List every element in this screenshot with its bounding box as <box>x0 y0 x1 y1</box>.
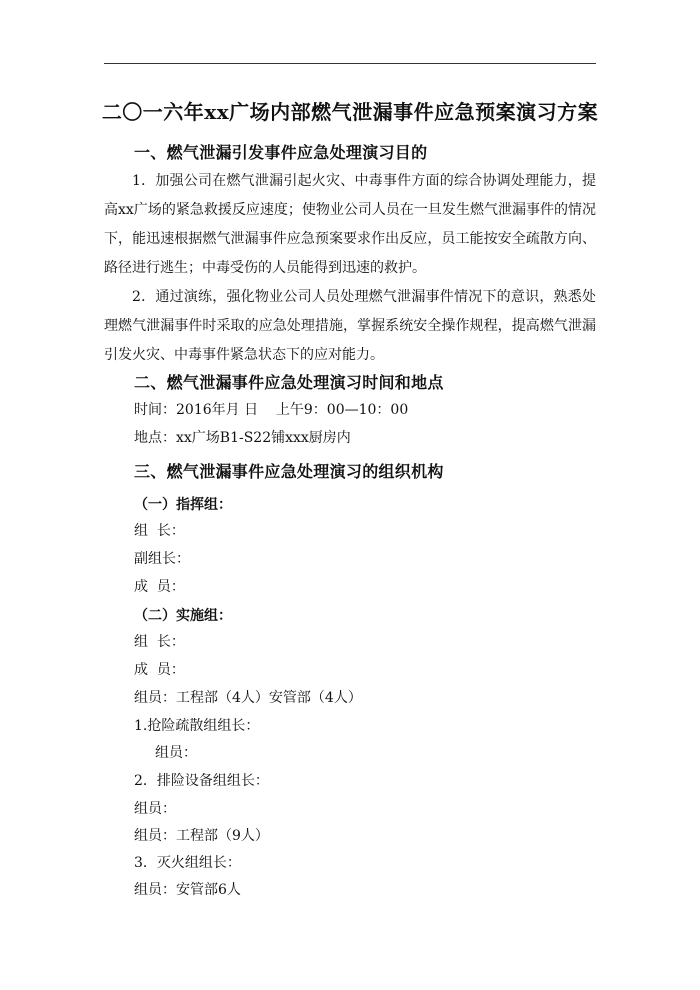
section-3-heading: 三、燃气泄漏事件应急处理演习的组织机构 <box>134 462 444 481</box>
command-group-vice-leader: 副组长： <box>134 551 190 567</box>
command-group-title: （一）指挥组： <box>134 497 232 513</box>
equipment-group-leader: 2．排险设备组组长： <box>134 773 269 789</box>
event-time: 时间：2016年月 日 上午9：00—10：00 <box>134 402 409 418</box>
implementation-group-members: 成 员： <box>134 662 185 678</box>
section-1-heading: 一、燃气泄漏引发事件应急处理演习目的 <box>134 143 428 162</box>
evacuation-group-members: 组员： <box>155 745 197 761</box>
command-group-members: 成 员： <box>134 579 185 595</box>
section-1-paragraph-1: 1．加强公司在燃气泄漏引起火灾、中毒事件方面的综合协调处理能力，提高xx广场的紧急救援反应速度；使物业公司人员在一旦发生燃气泄漏事件的情况下，能迅速根据燃气泄漏事件应急预案要求作出反应，员工能按安全疏散方向、路径进行逃生；中毒受伤的人员能得到迅速的救护。 <box>104 173 596 276</box>
event-place: 地点：xx广场B1-S22铺xxx厨房内 <box>134 430 351 446</box>
header-rule <box>104 63 596 64</box>
fire-group-leader: 3．灭火组组长： <box>134 855 241 871</box>
command-group-leader: 组 长： <box>134 523 185 539</box>
equipment-group-members: 组员： <box>134 801 176 817</box>
implementation-staff: 组员：工程部（4人）安管部（4人） <box>134 690 362 706</box>
section-2-heading: 二、燃气泄漏事件应急处理演习时间和地点 <box>134 373 444 392</box>
equipment-group-staff: 组员：工程部（9人） <box>134 828 269 844</box>
section-1-paragraph-2: 2．通过演练，强化物业公司人员处理燃气泄漏事件情况下的意识，熟悉处理燃气泄漏事件时采取的应急处理措施，掌握系统安全操作规程，提高燃气泄漏引发火灾、中毒事件紧急状态下的应对能力。 <box>104 289 596 363</box>
fire-group-staff: 组员：安管部6人 <box>134 882 241 898</box>
implementation-group-title: （二）实施组： <box>134 608 232 624</box>
document-title: 二〇一六年xx广场内部燃气泄漏事件应急预案演习方案 <box>101 100 599 124</box>
implementation-group-leader: 组 长： <box>134 634 185 650</box>
evacuation-group-leader: 1.抢险疏散组组长： <box>134 718 260 734</box>
